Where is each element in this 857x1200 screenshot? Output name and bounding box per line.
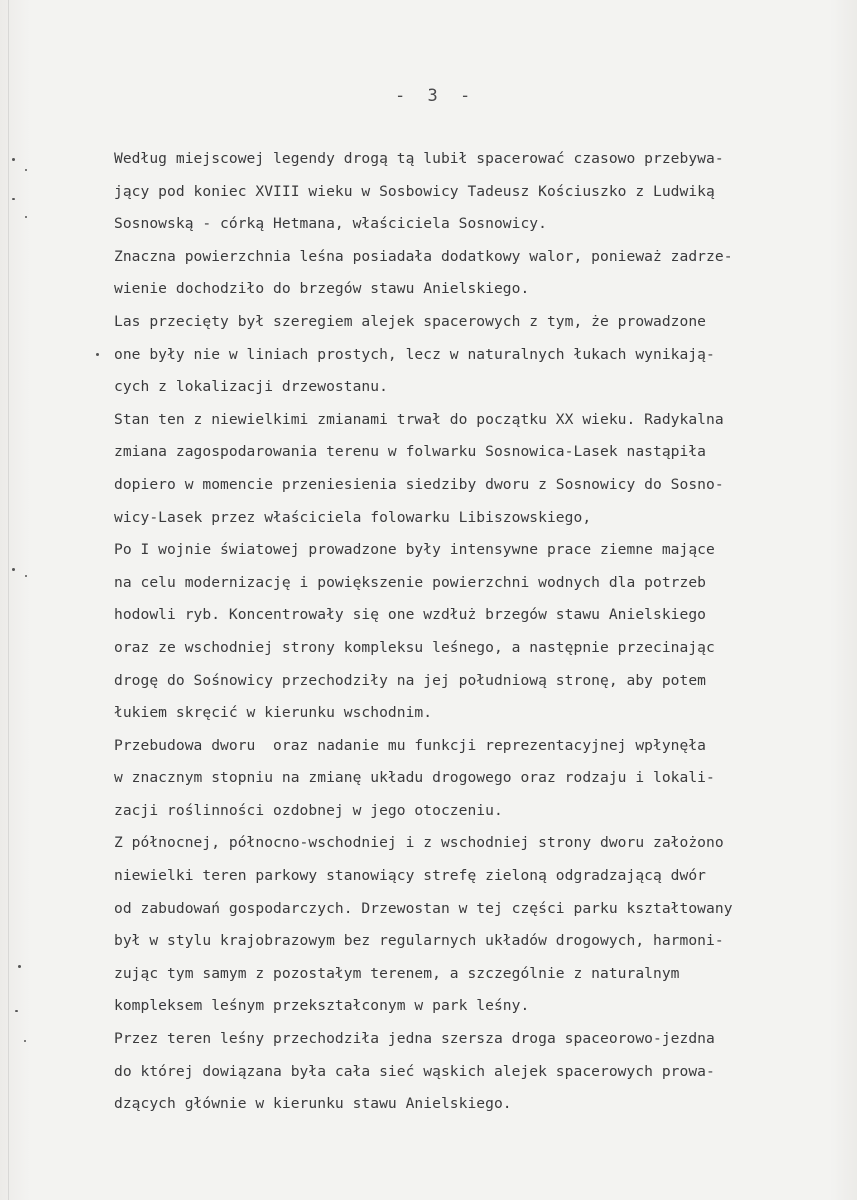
text-line: dopiero w momencie przeniesienia siedziby dworu z Sosnowicy do Sosno-	[114, 475, 724, 493]
text-line: dzących głównie w kierunku stawu Anielskiego.	[114, 1095, 512, 1113]
scan-speck	[12, 158, 15, 161]
text-line: był w stylu krajobrazowym bez regularnych układów drogowych, harmoni-	[114, 932, 724, 950]
body-text	[114, 143, 849, 1121]
text-line: Po I wojnie światowej prowadzone były intensywne prace ziemne mające	[114, 541, 715, 559]
scan-speck	[96, 353, 99, 356]
scan-speck	[24, 1040, 26, 1042]
text-line: Według miejscowej legendy drogą tą lubił spacerować czasowo przebywa-	[114, 150, 724, 167]
scan-speck	[15, 1010, 18, 1012]
text-line: kompleksem leśnym przekształconym w park leśny.	[114, 997, 530, 1015]
text-line: Przebudowa dworu oraz nadanie mu funkcji reprezentacyjnej wpłynęła	[114, 736, 707, 754]
scan-speck	[12, 198, 15, 200]
text-line: jący pod koniec XVIII wieku w Sosbowicy Tadeusz Kościuszko z Ludwiką	[114, 182, 715, 200]
scan-speck	[25, 216, 27, 218]
text-line: zując tym samym z pozostałym terenem, a szczególnie z naturalnym	[114, 964, 680, 982]
text-line: one były nie w liniach prostych, lecz w naturalnych łukach wynikają-	[114, 345, 715, 363]
page-number: - 3 -	[395, 86, 477, 106]
text-line: cych z lokalizacji drzewostanu.	[114, 378, 388, 396]
text-line: Las przecięty był szeregiem alejek spacerowych z tym, że prowadzone	[114, 312, 707, 330]
text-line: niewielki teren parkowy stanowiący strefę zieloną odgradzającą dwór	[114, 867, 707, 885]
text-line: wicy-Lasek przez właściciela folowarku Libiszowskiego,	[114, 508, 592, 526]
scan-speck	[12, 568, 15, 571]
text-line: Przez teren leśny przechodziła jedna szersza droga spaceorowo-jezdna	[114, 1030, 715, 1048]
text-line: Znaczna powierzchnia leśna posiadała dodatkowy walor, ponieważ zadrze-	[114, 247, 733, 265]
scan-speck	[25, 575, 27, 577]
text-line: łukiem skręcić w kierunku wschodnim.	[114, 704, 433, 722]
text-line: zmiana zagospodarowania terenu w folwarku Sosnowica-Lasek nastąpiła	[114, 443, 707, 461]
text-line: Z północnej, północno-wschodniej i z wschodniej strony dworu założono	[114, 834, 724, 852]
text-line: hodowli ryb. Koncentrowały się one wzdłuż brzegów stawu Anielskiego	[114, 606, 707, 624]
scan-edge-line	[8, 0, 9, 1200]
text-line: od zabudowań gospodarczych. Drzewostan w tej części parku kształtowany	[114, 899, 733, 917]
text-line: w znacznym stopniu na zmianę układu drogowego oraz rodzaju i lokali-	[114, 769, 715, 787]
text-line: wienie dochodziło do brzegów stawu Anielskiego.	[114, 280, 530, 298]
text-line: do której dowiązana była cała sieć wąskich alejek spacerowych prowa-	[114, 1062, 715, 1080]
text-line: Stan ten z niewielkimi zmianami trwał do początku XX wieku. Radykalna	[114, 410, 724, 428]
text-line: oraz ze wschodniej strony kompleksu leśnego, a następnie przecinając	[114, 638, 715, 656]
text-line: na celu modernizację i powiększenie powierzchni wodnych dla potrzeb	[114, 573, 707, 591]
text-line: drogę do Sośnowicy przechodziły na jej południową stronę, aby potem	[114, 671, 707, 689]
scan-speck	[18, 965, 21, 968]
text-line: zacji roślinności ozdobnej w jego otoczeniu.	[114, 801, 503, 819]
scan-speck	[25, 169, 27, 171]
text-line: Sosnowską - córką Hetmana, właściciela Sosnowicy.	[114, 215, 547, 233]
